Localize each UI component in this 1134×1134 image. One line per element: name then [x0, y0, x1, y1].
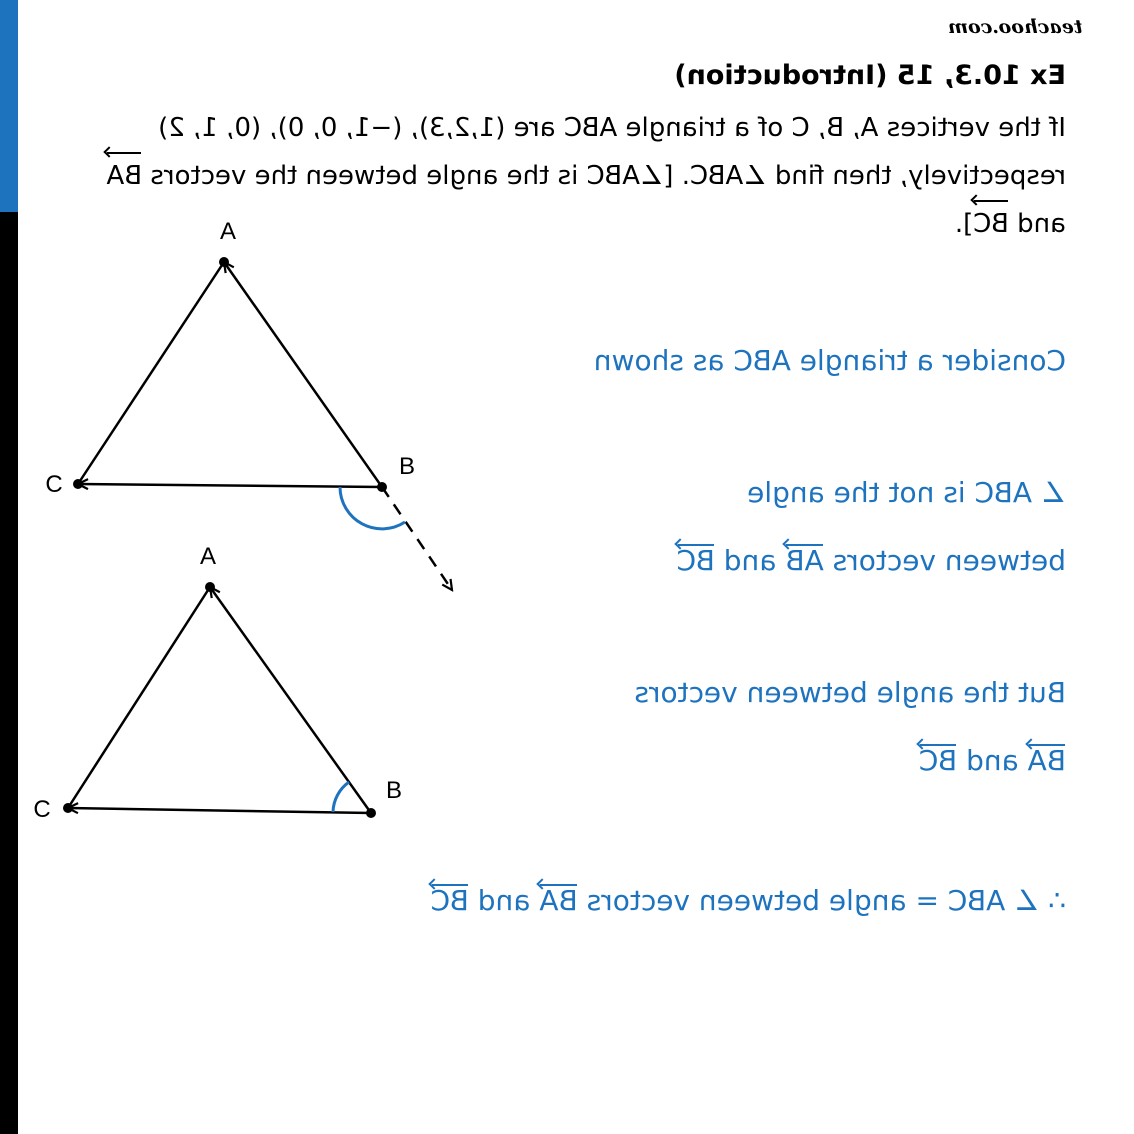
question-part1: If the vertices A, B, C of a triangle ABC are (1,2,3), (−1, 0, 0), (0, 1, 2) respectively, then find ∠ABC. [∠ABC is the angle between the vectors	[142, 113, 1066, 191]
vertex-b	[366, 808, 376, 818]
extension-line	[382, 487, 452, 590]
edge-bc	[68, 808, 371, 813]
question-end: ].	[954, 209, 974, 239]
edge-ac	[78, 262, 224, 484]
vector-ab: AB	[785, 544, 824, 577]
vector-bc: BC	[676, 544, 715, 577]
bottom-triangle	[63, 582, 376, 818]
vector-bc: BC	[973, 200, 1009, 248]
answer-line-5-and: and	[957, 744, 1028, 777]
answer-line-1: Consider a triangle ABC as shown	[593, 344, 1066, 377]
answer-conclusion-prefix: ∴ ∠ ABC = angle between vectors	[577, 884, 1066, 917]
vertex-c	[73, 479, 83, 489]
vector-ba: BA	[106, 152, 142, 200]
edge-ba	[224, 262, 382, 487]
vertex-c	[63, 803, 73, 813]
answer-line-4: But the angle between vectors	[634, 676, 1066, 709]
label-b-top: B	[398, 453, 416, 480]
question-and: and	[1008, 209, 1066, 239]
answer-conclusion-and: and	[468, 884, 540, 917]
vector-ba: BA	[1027, 744, 1066, 777]
vertex-a	[205, 582, 215, 592]
edge-bc	[78, 484, 382, 487]
logo: teachoo.com	[948, 16, 1083, 38]
answer-line-3-prefix: between vectors	[823, 544, 1066, 577]
vector-bc: BC	[430, 884, 469, 917]
vertex-b	[377, 482, 387, 492]
vertex-a	[219, 257, 229, 267]
edge-ac	[68, 587, 210, 808]
label-a-top: A	[219, 218, 237, 245]
label-c-top: C	[45, 471, 63, 498]
exercise-title: Ex 10.3, 15 (Introduction)	[674, 60, 1066, 91]
vector-bc: BC	[918, 744, 958, 777]
interior-angle-arc	[333, 782, 349, 812]
top-triangle	[73, 257, 452, 590]
label-c-bottom: C	[33, 796, 51, 823]
vector-ba: BA	[539, 884, 578, 917]
answer-line-3-and: and	[714, 544, 786, 577]
label-b-bottom: B	[385, 777, 403, 804]
edge-ba	[210, 587, 371, 813]
label-a-bottom: A	[199, 543, 217, 570]
answer-line-2: ∠ ABC is not the angle	[747, 476, 1066, 509]
